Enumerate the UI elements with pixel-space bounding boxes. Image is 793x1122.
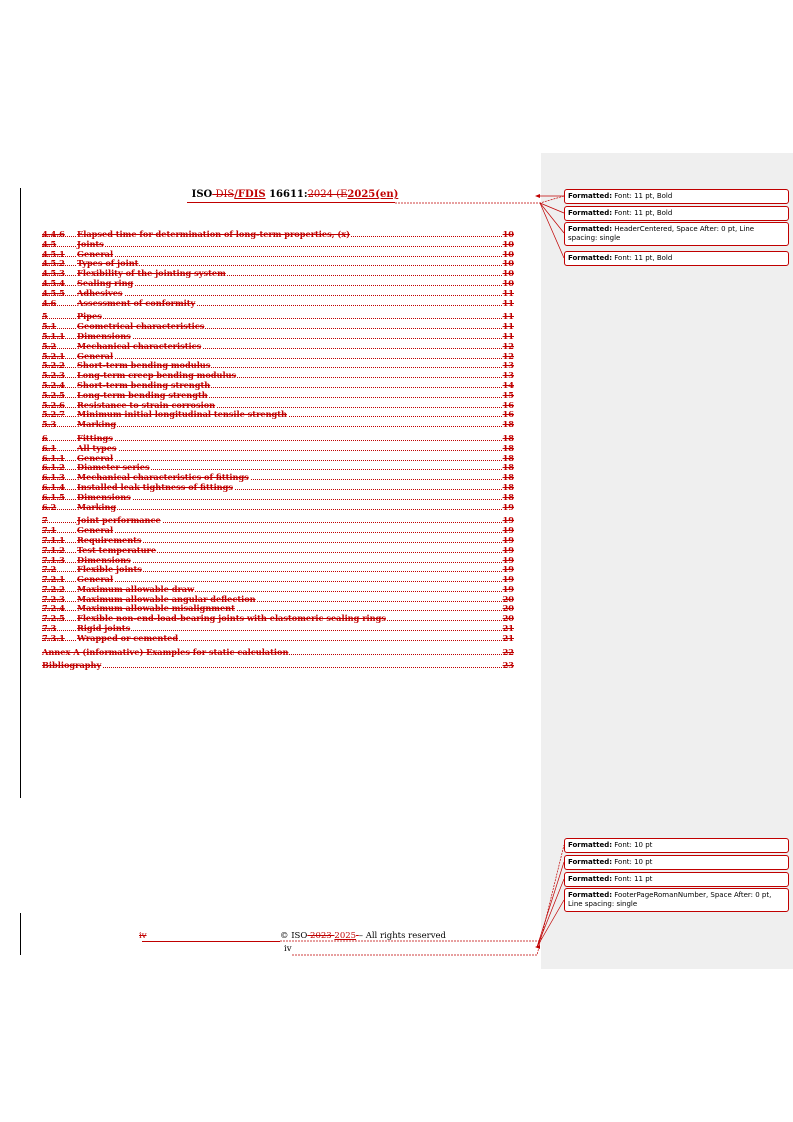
toc-title: Mechanical characteristics	[77, 340, 202, 351]
toc-page-number: 19	[502, 501, 514, 512]
toc-number: 6.1.1	[42, 452, 65, 463]
toc-number: 5.2.5	[42, 389, 65, 400]
toc-number: 7.2.2	[42, 583, 65, 594]
toc-title: Installed leak tightness of fittings	[77, 481, 233, 492]
toc-title: General	[77, 574, 114, 585]
toc-page-number: 19	[502, 554, 514, 565]
toc-number: 6.1.5	[42, 491, 65, 502]
toc-page-number: 11	[502, 311, 514, 322]
toc-page-number: 18	[502, 452, 514, 463]
toc-title: General	[77, 248, 114, 259]
comment-label: Formatted:	[568, 841, 613, 849]
toc-page-number: 11	[502, 287, 514, 298]
header-iso: ISO	[191, 189, 213, 200]
toc-entry[interactable]	[42, 299, 514, 309]
toc-page-number: 12	[502, 350, 514, 361]
toc-page-number: 18	[502, 432, 514, 443]
change-bar-bottom	[20, 913, 21, 955]
toc-number: 5.2	[42, 340, 57, 351]
toc-number: 5.1.1	[42, 330, 65, 341]
toc-number: 5.2.4	[42, 379, 65, 390]
comment-balloon[interactable]	[564, 206, 789, 221]
comment-balloon[interactable]	[564, 222, 789, 246]
table-of-contents	[42, 230, 514, 671]
toc-number: 7.3	[42, 623, 57, 634]
footer-year-deleted: 2023	[307, 931, 335, 941]
toc-page-number: 20	[502, 613, 514, 624]
toc-page-number: 18	[502, 442, 514, 453]
toc-number: 6.1.2	[42, 462, 65, 473]
toc-title: Bibliography	[42, 660, 102, 671]
toc-title: General	[77, 525, 114, 536]
comment-balloon[interactable]	[564, 838, 789, 853]
toc-page-number: 22	[502, 646, 514, 657]
toc-page-number: 14	[502, 379, 514, 390]
toc-entry[interactable]	[42, 230, 514, 240]
toc-number: 6.1.4	[42, 481, 65, 492]
toc-title: Types of joint	[77, 258, 139, 269]
comment-text: Font: 11 pt, Bold	[612, 192, 673, 200]
toc-number: 5	[42, 311, 48, 322]
toc-page-number: 18	[502, 472, 514, 483]
toc-number: 4.5.4	[42, 277, 65, 288]
toc-number: 6.2	[42, 501, 57, 512]
toc-title: Maximum allowable angular deflection	[77, 593, 256, 604]
toc-page-number: 13	[502, 370, 514, 381]
toc-page-number: 10	[502, 229, 514, 239]
toc-number: 5.2.1	[42, 350, 65, 361]
toc-page-number: 19	[502, 515, 514, 526]
toc-number: 4.6	[42, 297, 57, 308]
toc-number: 5.2.3	[42, 370, 65, 381]
toc-number: 6	[42, 432, 48, 443]
header-year-deleted: 2024 (E	[307, 189, 348, 200]
comment-label: Formatted:	[568, 225, 613, 233]
toc-title: Maximum allowable draw	[77, 583, 195, 594]
toc-page-number: 18	[502, 491, 514, 502]
toc-title: Long-term creep bending modulus	[77, 370, 237, 381]
toc-title: Mechanical characteristics of fittings	[77, 472, 249, 483]
toc-number: 5.2.2	[42, 360, 65, 371]
toc-entry[interactable]	[42, 648, 514, 658]
toc-page-number: 19	[502, 544, 514, 555]
comment-text: FooterPageRomanNumber, Space After: 0 pt, Line spacing: single	[568, 891, 772, 908]
toc-page-number: 10	[502, 268, 514, 279]
header-revision-line	[187, 202, 395, 203]
toc-page-number: 20	[502, 593, 514, 604]
toc-page-number: 20	[502, 603, 514, 614]
toc-number: 6.1	[42, 442, 57, 453]
toc-page-number: 10	[502, 258, 514, 269]
toc-page-number: 16	[502, 399, 514, 410]
toc-number: 5.2.6	[42, 399, 65, 410]
connector-footer-top	[280, 941, 540, 947]
toc-number: 4.5.2	[42, 258, 65, 269]
toc-number: 4.5.1	[42, 248, 65, 259]
page-header	[150, 189, 440, 200]
toc-title: Minimum initial longitudinal tensile strength	[77, 409, 288, 420]
toc-page-number: 10	[502, 248, 514, 259]
arrow-marker-2	[535, 945, 540, 949]
toc-page-number: 11	[502, 297, 514, 308]
toc-page-number: 16	[502, 409, 514, 420]
toc-entry[interactable]	[42, 420, 514, 430]
toc-page-number: 18	[502, 462, 514, 473]
toc-title: Pipes	[77, 311, 102, 322]
comment-label: Formatted:	[568, 858, 613, 866]
toc-title: Test temperature	[77, 544, 157, 555]
toc-title: General	[77, 350, 114, 361]
toc-title: Sealing ring	[77, 277, 134, 288]
toc-number: 7.2.1	[42, 574, 65, 585]
toc-title: Diameter series	[77, 462, 150, 473]
footer-page-number: iv	[284, 944, 292, 954]
toc-page-number: 19	[502, 583, 514, 594]
toc-title: All types	[77, 442, 117, 453]
toc-title: Fittings	[77, 432, 113, 443]
toc-title: Marking	[77, 501, 117, 512]
toc-page-number: 18	[502, 481, 514, 492]
toc-page-number: 11	[502, 330, 514, 341]
toc-entry[interactable]	[42, 661, 514, 671]
toc-number: 7.1.2	[42, 544, 65, 555]
toc-page-number: 19	[502, 525, 514, 536]
toc-number: 4.5	[42, 238, 57, 249]
toc-number: 7.1	[42, 525, 57, 536]
comment-balloon[interactable]	[564, 251, 789, 266]
comment-balloon[interactable]	[564, 888, 789, 912]
comment-label: Formatted:	[568, 891, 613, 899]
comment-text: Font: 11 pt, Bold	[612, 254, 673, 262]
comment-text: Font: 10 pt	[612, 841, 653, 849]
toc-page-number: 21	[502, 632, 514, 643]
toc-title: Joint performance	[77, 515, 161, 526]
toc-title: Rigid joints	[77, 623, 131, 634]
toc-title: Flexibility of the jointing system	[77, 268, 226, 279]
toc-page-number: 13	[502, 360, 514, 371]
toc-number: 5.3	[42, 419, 57, 430]
toc-title: Short-term bending strength	[77, 379, 211, 390]
toc-page-number: 19	[502, 564, 514, 575]
header-dis-deleted: DIS	[212, 189, 235, 200]
toc-title: General	[77, 452, 114, 463]
header-year-inserted: 2025(en)	[347, 189, 399, 200]
toc-number: 4.5.3	[42, 268, 65, 279]
toc-number: 7.3.1	[42, 632, 65, 643]
toc-page-number: 19	[502, 534, 514, 545]
toc-title: Dimensions	[77, 491, 131, 502]
toc-page-number: 10	[502, 277, 514, 288]
comment-label: Formatted:	[568, 192, 613, 200]
toc-number: 7.1.1	[42, 534, 65, 545]
toc-title: Dimensions	[77, 554, 131, 565]
comment-label: Formatted:	[568, 209, 613, 217]
toc-page-number: 11	[502, 321, 514, 332]
toc-title: Resistance to strain corrosion	[77, 399, 216, 410]
toc-number: 7.2.3	[42, 593, 65, 604]
header-number: 16611:	[265, 189, 308, 200]
toc-page-number: 18	[502, 419, 514, 430]
toc-number: 4.4.6	[42, 229, 65, 239]
toc-number: 7	[42, 515, 48, 526]
footer-year-inserted: 2025	[334, 931, 357, 941]
toc-page-number: 12	[502, 340, 514, 351]
footer-copyright-text: © ISO	[280, 931, 308, 941]
toc-title: Short-term bending modulus	[77, 360, 211, 371]
toc-page-number: 10	[502, 238, 514, 249]
comment-balloon[interactable]	[564, 855, 789, 870]
comment-text: Font: 11 pt, Bold	[612, 209, 673, 217]
change-bar-top	[20, 188, 21, 798]
comment-label: Formatted:	[568, 875, 613, 883]
comment-balloon[interactable]	[564, 872, 789, 887]
toc-title: Wrapped or cemented	[77, 632, 179, 643]
toc-number: 4.5.5	[42, 287, 65, 298]
footer-revision-line	[142, 941, 280, 942]
toc-page-number: 21	[502, 623, 514, 634]
toc-title: Adhesives	[77, 287, 123, 298]
toc-number: 7.2.4	[42, 603, 65, 614]
toc-number: 7.2.5	[42, 613, 65, 624]
toc-title: Annex A (informative) Examples for static calculation	[42, 646, 289, 657]
comment-text: Font: 11 pt	[612, 875, 653, 883]
footer-copyright	[280, 931, 446, 941]
toc-number: 7.2	[42, 564, 57, 575]
toc-title: Assessment of conformity	[77, 297, 196, 308]
comment-balloon[interactable]	[564, 189, 789, 204]
comment-label: Formatted:	[568, 254, 613, 262]
toc-title: Flexible joints	[77, 564, 142, 575]
toc-number: 5.2.7	[42, 409, 65, 420]
toc-page-number: 15	[502, 389, 514, 400]
toc-leader	[42, 246, 514, 247]
comment-text: Font: 10 pt	[612, 858, 653, 866]
arrow-marker-1	[535, 194, 540, 198]
toc-number: 5.1	[42, 321, 57, 332]
comment-text: HeaderCentered, Space After: 0 pt, Line spacing: single	[568, 225, 755, 242]
toc-number: 6.1.3	[42, 472, 65, 483]
toc-title: Long-term bending strength	[77, 389, 208, 400]
toc-title: Elapsed time for determination of long-term properties, (x)	[77, 229, 351, 239]
toc-leader	[42, 318, 514, 319]
toc-number: 7.1.3	[42, 554, 65, 565]
toc-title: Marking	[77, 419, 117, 430]
toc-title: Requirements	[77, 534, 142, 545]
toc-entry[interactable]	[42, 503, 514, 513]
footer-rights: – All rights reserved	[358, 931, 446, 941]
toc-title: Joints	[77, 238, 104, 249]
footer-page-deleted: iv	[139, 931, 147, 941]
toc-page-number: 19	[502, 574, 514, 585]
toc-title: Flexible non-end-load-bearing joints with elastomeric sealing rings	[77, 613, 386, 624]
toc-title: Maximum allowable misalignment	[77, 603, 235, 614]
header-fdis-inserted: /FDIS	[234, 189, 266, 200]
toc-title: Geometrical characteristics	[77, 321, 205, 332]
toc-page-number: 23	[502, 660, 514, 671]
toc-entry[interactable]	[42, 634, 514, 644]
toc-leader	[42, 667, 514, 668]
toc-title: Dimensions	[77, 330, 131, 341]
